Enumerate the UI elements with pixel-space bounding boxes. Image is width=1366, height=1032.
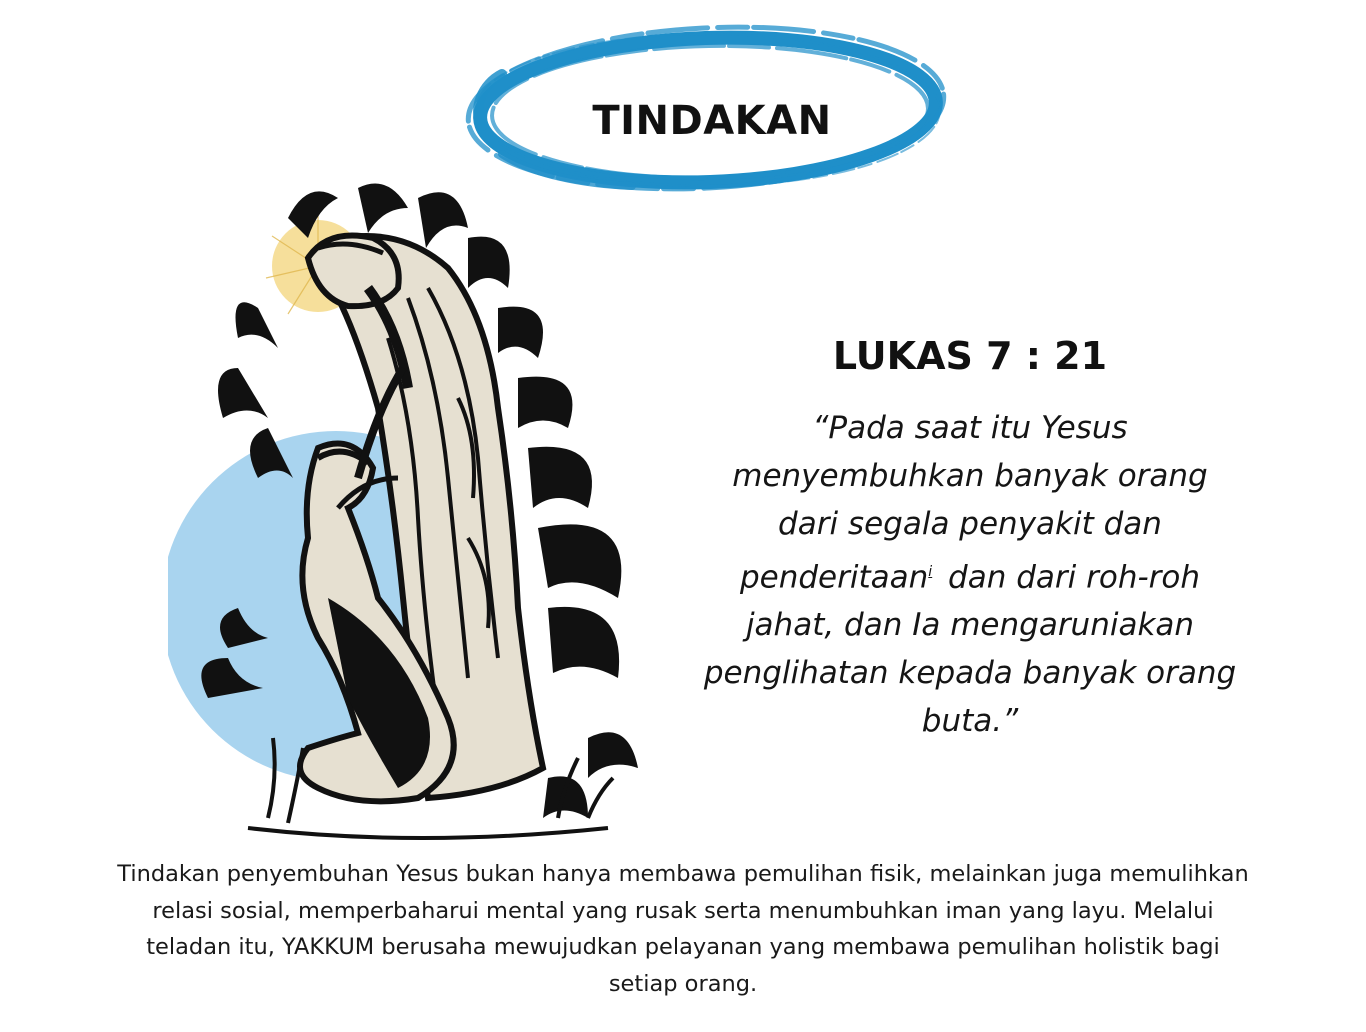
page-title: TINDAKAN — [592, 98, 832, 144]
verse-reference: LUKAS 7 : 21 — [832, 334, 1108, 378]
description-paragraph: Tindakan penyembuhan Yesus bukan hanya membawa pemulihan fisik, melainkan juga memulihkan relasi sosial, memperbaharui mental yang rusak serta menumbuhkan iman yang layu. Melalui teladan itu, YAKKUM berusaha mewujudkan pelayanan yang membawa pemulihan holistik bagi setiap orang. — [117, 861, 1249, 997]
footnote-marker[interactable]: i — [928, 564, 933, 580]
verse-text-part1: “Pada saat itu Yesus menyembuhkan banyak orang dari segala penyakit dan penderitaan — [732, 410, 1208, 596]
title-badge — [462, 14, 958, 204]
jesus-healing-illustration-icon — [168, 178, 688, 848]
verse-text-part2: dan dari roh-roh jahat, dan Ia mengaruniakan penglihatan kepada banyak orang buta.” — [703, 559, 1237, 740]
verse-text — [700, 404, 1240, 745]
